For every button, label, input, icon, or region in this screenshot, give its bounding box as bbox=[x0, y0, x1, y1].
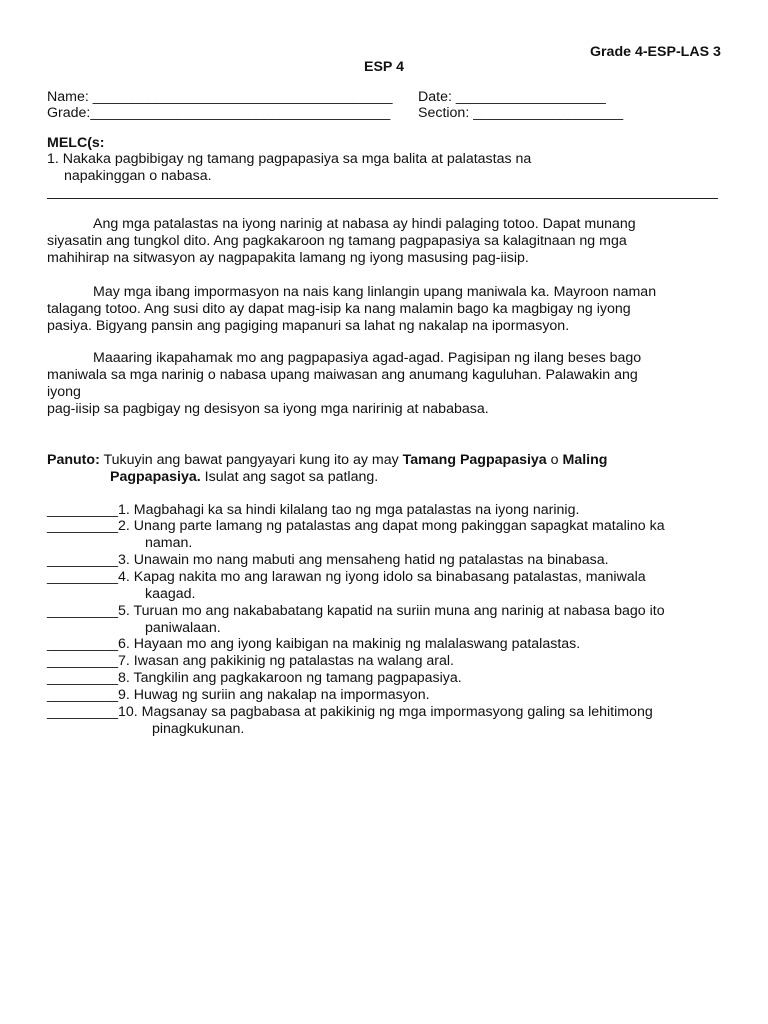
paragraph-line: May mga ibang impormasyon na nais kang linlangin upang maniwala ka. Mayroon naman bbox=[93, 284, 657, 300]
question-text: _________1. Magbahagi ka sa hindi kilalang tao ng mga patalastas na iyong narinig. bbox=[47, 502, 580, 518]
paragraph-line: maniwala sa mga narinig o nabasa upang maiwasan ang anumang kaguluhan. Palawakin ang bbox=[47, 367, 638, 383]
instructions-line-1 bbox=[47, 452, 607, 469]
question-item-5 bbox=[47, 603, 665, 637]
section-field: Section: ___________________ bbox=[418, 105, 624, 121]
question-continuation: naman. bbox=[145, 535, 193, 551]
instructions-write: Isulat ang sagot sa patlang. bbox=[204, 469, 379, 485]
paragraph-line: talagang totoo. Ang susi dito ay dapat mag-isip ka nang malamin bago ka magbigay ng iyong bbox=[47, 301, 631, 317]
grade-field: Grade:______________________________________ bbox=[47, 105, 391, 121]
question-item-6 bbox=[47, 636, 580, 653]
melc-line-2: napakinggan o nabasa. bbox=[64, 168, 212, 184]
question-continuation: paniwalaan. bbox=[145, 620, 221, 636]
question-text: _________2. Unang parte lamang ng patalastas ang dapat mong pakinggan sapagkat matalino ka bbox=[47, 518, 665, 534]
paragraph-line: mahihirap na sitwasyon ay nagpapakita lamang ng iyong masusing pag-iisip. bbox=[47, 250, 529, 266]
paragraph-line: pag-iisip sa pagbigay ng desisyon sa iyong mga naririnig at nababasa. bbox=[47, 401, 489, 417]
date-field: Date: ___________________ bbox=[418, 89, 606, 105]
question-text: _________8. Tangkilin ang pagkakaroon ng tamang pagpapasiya. bbox=[47, 670, 462, 686]
question-text: _________5. Turuan mo ang nakababatang kapatid na suriin muna ang narinig at nabasa bago ito bbox=[47, 603, 665, 619]
subject-title: ESP 4 bbox=[364, 59, 404, 75]
divider-line bbox=[47, 198, 718, 199]
question-item-3 bbox=[47, 552, 609, 569]
question-text: _________10. Magsanay sa pagbabasa at pakikinig ng mga impormasyong galing sa lehitimong bbox=[47, 704, 653, 720]
term-maling: Maling bbox=[562, 452, 608, 468]
term-pagpapasiya: Pagpapasiya. bbox=[110, 469, 201, 485]
paragraph-line: siyasatin ang tungkol dito. Ang pagkakaroon ng tamang pagpapasiya sa kalagitnaan ng mga bbox=[47, 233, 627, 249]
instructions-text: Tukuyin ang bawat pangyayari kung ito ay may bbox=[103, 452, 399, 468]
paragraph-line: Ang mga patalastas na iyong narinig at nabasa ay hindi palaging totoo. Dapat munang bbox=[93, 216, 636, 232]
paragraph-3 bbox=[47, 350, 720, 418]
question-text: _________7. Iwasan ang pakikinig ng patalastas na walang aral. bbox=[47, 653, 455, 669]
document-code: Grade 4-ESP-LAS 3 bbox=[590, 44, 721, 60]
question-item-10 bbox=[47, 704, 653, 738]
instructions-line-2 bbox=[110, 469, 378, 486]
question-text: _________4. Kapag nakita mo ang larawan ng iyong idolo sa binabasang patalastas, maniwala bbox=[47, 569, 646, 585]
question-text: _________9. Huwag ng suriin ang nakalap na impormasyon. bbox=[47, 687, 430, 703]
question-item-1 bbox=[47, 502, 579, 519]
question-item-7 bbox=[47, 653, 454, 670]
melc-heading: MELC(s: bbox=[47, 135, 105, 151]
question-text: _________3. Unawain mo nang mabuti ang mensaheng hatid ng patalastas na binabasa. bbox=[47, 552, 609, 568]
question-text: _________6. Hayaan mo ang iyong kaibigan na makinig ng malalaswang patalastas. bbox=[47, 636, 581, 652]
question-continuation: kaagad. bbox=[145, 586, 196, 602]
term-tamang-pagpapasiya: Tamang Pagpapasiya bbox=[402, 452, 547, 468]
question-item-8 bbox=[47, 670, 462, 687]
question-item-9 bbox=[47, 687, 430, 704]
paragraph-line: pasiya. Bigyang pansin ang pagiging mapanuri sa lahat ng nakalap na ipormasyon. bbox=[47, 318, 570, 334]
paragraph-line: iyong bbox=[47, 384, 81, 400]
paragraph-line: Maaaring ikapahamak mo ang pagpapasiya agad-agad. Pagisipan ng ilang beses bago bbox=[93, 350, 642, 366]
paragraph-2 bbox=[47, 284, 720, 335]
question-continuation: pinagkukunan. bbox=[152, 721, 245, 737]
melc-line-1: 1. Nakaka pagbibigay ng tamang pagpapasiya sa mga balita at palatastas na bbox=[47, 151, 532, 167]
instructions-label: Panuto: bbox=[47, 452, 100, 468]
instructions-or: o bbox=[550, 452, 559, 468]
question-item-4 bbox=[47, 569, 646, 603]
question-item-2 bbox=[47, 518, 665, 552]
name-field: Name: ______________________________________ bbox=[47, 89, 393, 105]
paragraph-1 bbox=[47, 216, 720, 267]
